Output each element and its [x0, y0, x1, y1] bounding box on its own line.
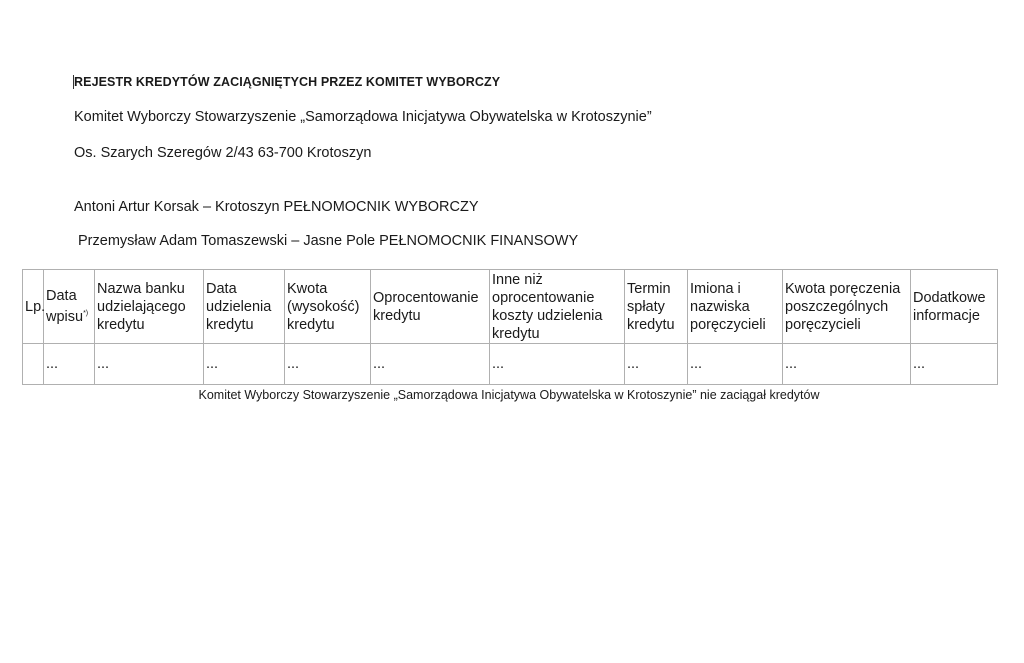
- header-cell-lp: Lp.: [23, 270, 44, 344]
- committee-address: Os. Szarych Szeregów 2/43 63-700 Krotoszyn: [74, 145, 372, 161]
- no-credits-note: Komitet Wyborczy Stowarzyszenie „Samorządowa Inicjatywa Obywatelska w Krotoszynie” nie zaciągał kredytów: [198, 388, 820, 402]
- header-cell-interest: Oprocentowanie kredytu: [371, 270, 490, 344]
- header-cell-additional-info: Dodatkowe informacje: [911, 270, 998, 344]
- table-cell: ...: [625, 344, 688, 385]
- election-proxy: Antoni Artur Korsak – Krotoszyn PEŁNOMOCNIK WYBORCZY: [74, 199, 479, 215]
- header-cell-entry-date: [44, 270, 95, 344]
- committee-name: Komitet Wyborczy Stowarzyszenie „Samorządowa Inicjatywa Obywatelska w Krotoszynie”: [74, 109, 652, 125]
- header-cell-guarantors: Imiona i nazwiska poręczycieli: [688, 270, 783, 344]
- header-cell-repayment-date: Termin spłaty kredytu: [625, 270, 688, 344]
- table-cell: ...: [911, 344, 998, 385]
- header-cell-grant-date: Data udzielenia kredytu: [204, 270, 285, 344]
- table-cell: ...: [783, 344, 911, 385]
- table-cell: ...: [285, 344, 371, 385]
- header-cell-guarantee-amount: Kwota poręczenia poszczególnych poręczycieli: [783, 270, 911, 344]
- table-cell: ...: [95, 344, 204, 385]
- document-title: REJESTR KREDYTÓW ZACIĄGNIĘTYCH PRZEZ KOMITET WYBORCZY: [74, 75, 501, 89]
- credit-register-table: [22, 269, 998, 385]
- table-cell: ...: [490, 344, 625, 385]
- table-row: [23, 344, 998, 385]
- table-cell: ...: [44, 344, 95, 385]
- table-cell: ...: [371, 344, 490, 385]
- header-cell-bank-name: Nazwa banku udzielającego kredytu: [95, 270, 204, 344]
- header-label: Data wpisu: [46, 288, 84, 325]
- header-cell-amount: Kwota (wysokość) kredytu: [285, 270, 371, 344]
- footnote-mark: *): [83, 310, 89, 318]
- table-header-row: [23, 270, 998, 344]
- financial-proxy: Przemysław Adam Tomaszewski – Jasne Pole PEŁNOMOCNIK FINANSOWY: [78, 233, 579, 249]
- table-cell: [23, 344, 44, 385]
- table-cell: ...: [204, 344, 285, 385]
- header-cell-other-costs: Inne niż oprocentowanie koszty udzielenia kredytu: [490, 270, 625, 344]
- table-cell: ...: [688, 344, 783, 385]
